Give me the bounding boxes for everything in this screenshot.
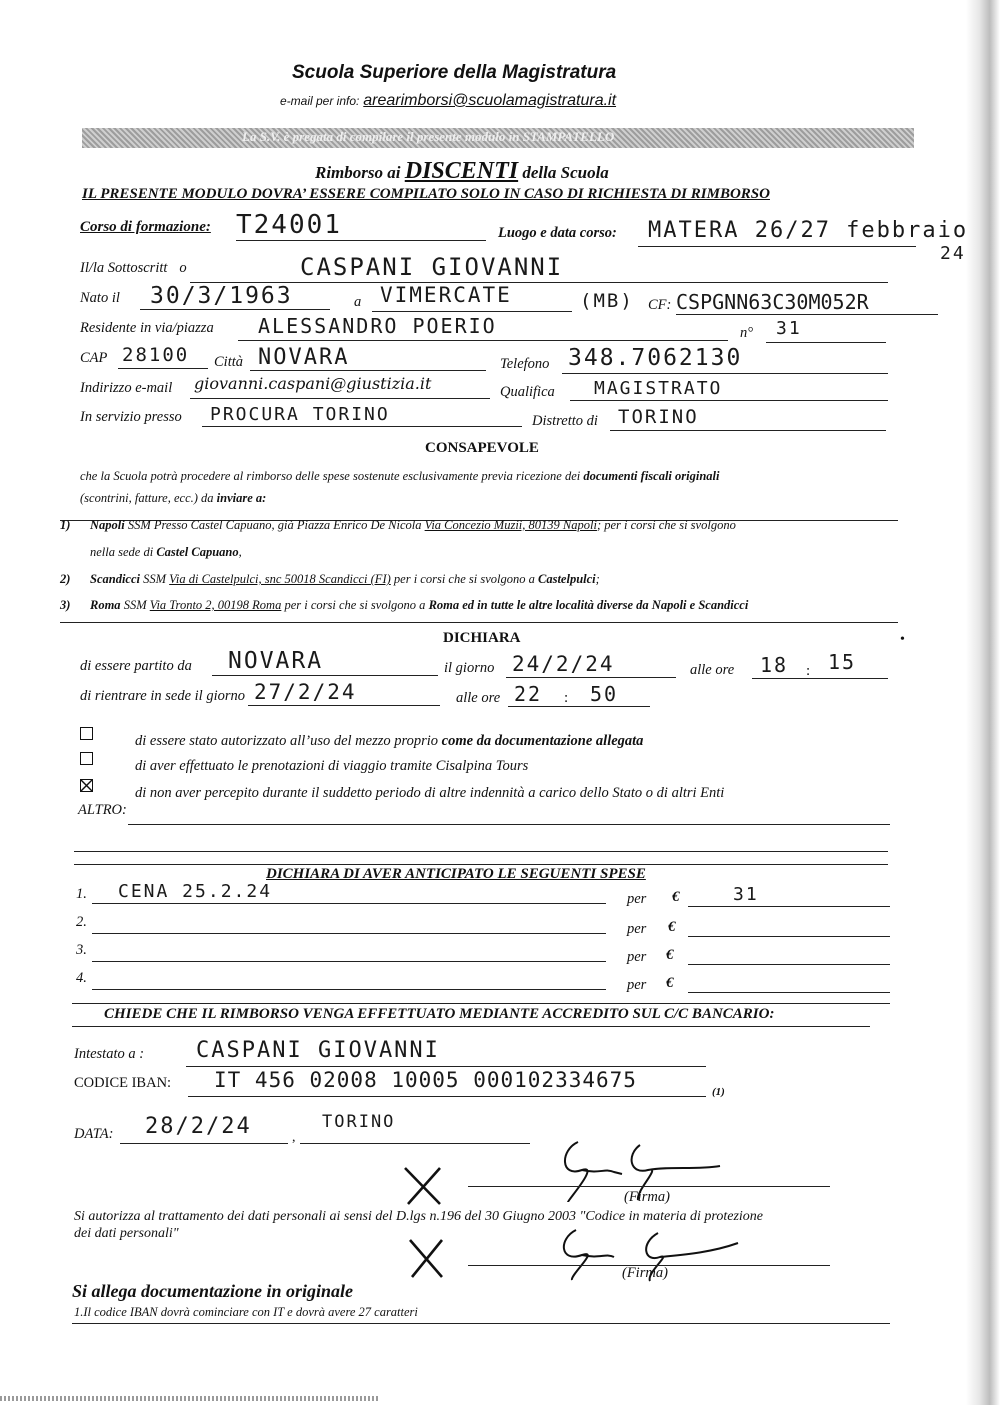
street-number-line xyxy=(766,342,886,343)
return-time-line xyxy=(508,706,650,707)
undersigned-line xyxy=(190,282,888,283)
return-time-label: alle ore xyxy=(456,690,501,706)
iban-label: CODICE IBAN: xyxy=(74,1075,172,1091)
check-mark-icon xyxy=(81,780,92,791)
checkbox-own-vehicle[interactable] xyxy=(80,727,93,740)
expense-row-3-currency: € xyxy=(666,947,674,963)
expense-row-1-per: per xyxy=(627,891,647,907)
expense-row-2-num: 2. xyxy=(76,914,87,930)
return-time-hour[interactable]: 22 xyxy=(514,682,543,706)
footer-line xyxy=(72,1323,890,1324)
tax-code-line xyxy=(676,314,938,315)
return-time-min[interactable]: 50 xyxy=(590,682,619,706)
check-cisalpina-text: di aver effettuato le prenotazioni di viaggio tramite Cisalpina Tours xyxy=(135,758,529,774)
office-line xyxy=(202,426,522,427)
holder-label: Intestato a : xyxy=(74,1046,145,1062)
cap-label: CAP xyxy=(80,350,108,366)
return-time-sep: : xyxy=(564,690,569,706)
bullet-mark: • xyxy=(900,632,905,647)
bank-heading-line xyxy=(72,1026,870,1027)
sign-place[interactable]: TORINO xyxy=(322,1112,396,1132)
street-number-label: n° xyxy=(740,325,754,341)
info-email-line xyxy=(280,92,616,110)
depart-day[interactable]: 24/2/24 xyxy=(512,652,615,676)
cf-label: CF: xyxy=(648,297,672,313)
bank-heading: CHIEDE CHE IL RIMBORSO VENGA EFFETTUATO MEDIANTE ACCREDITO SUL C/C BANCARIO: xyxy=(104,1006,775,1022)
consapevole-line1: che la Scuola potrà procedere al rimborso delle spese sostenute esclusivamente previa ricezione dei documenti fiscali originali xyxy=(80,469,720,483)
checkbox-cisalpina[interactable] xyxy=(80,752,93,765)
expense-row-4-amount-line[interactable] xyxy=(688,992,890,993)
holder-name[interactable]: CASPANI GIOVANNI xyxy=(196,1038,440,1063)
birth-place[interactable]: VIMERCATE xyxy=(380,283,512,307)
return-label: di rientrare in sede il giorno xyxy=(80,688,245,704)
form-title-pre: Rimborso ai xyxy=(315,163,401,182)
signature-1-image xyxy=(400,1130,750,1210)
course-year: 24 xyxy=(940,243,966,264)
undersigned-suffix: o xyxy=(179,260,187,276)
depart-time-hour[interactable]: 18 xyxy=(760,653,789,677)
school-title: Scuola Superiore della Magistratura xyxy=(292,62,617,83)
role-line xyxy=(570,400,888,401)
iban[interactable]: IT 456 02008 10005 000102334675 xyxy=(214,1068,637,1092)
expense-row-2-amount-line[interactable] xyxy=(688,936,890,937)
departed-from[interactable]: NOVARA xyxy=(228,648,324,674)
check-no-allowance-text: di non aver percepito durante il suddetto periodo di altre indennità a carico dello Stato o di altri Enti xyxy=(135,785,725,801)
depart-time-label: alle ore xyxy=(690,662,735,678)
email[interactable]: giovanni.caspani@giustizia.it xyxy=(194,374,432,393)
altro-label: ALTRO: xyxy=(78,802,127,818)
holder-line xyxy=(186,1066,706,1067)
course-code-line xyxy=(236,240,486,241)
expense-row-3-num: 3. xyxy=(76,942,87,958)
birth-date[interactable]: 30/3/1963 xyxy=(150,283,293,309)
departed-label: di essere partito da xyxy=(80,658,192,674)
course-label: Corso di formazione: xyxy=(80,219,211,235)
office-label: In servizio presso xyxy=(80,409,182,425)
bank-divider xyxy=(72,1003,890,1004)
expense-row-4-line[interactable] xyxy=(92,989,606,990)
undersigned-label: Il/la Sottoscritt o xyxy=(80,260,187,276)
signature-1-label: (Firma) xyxy=(624,1189,670,1205)
expense-row-3-amount-line[interactable] xyxy=(688,964,890,965)
course-place-date[interactable]: MATERA 26/27 febbraio xyxy=(648,218,969,243)
expenses-heading: DICHIARA DI AVER ANTICIPATO LE SEGUENTI SPESE xyxy=(266,866,646,882)
course-place-line xyxy=(638,246,916,247)
birth-date-line xyxy=(140,309,330,310)
expense-row-1-num: 1. xyxy=(76,886,87,902)
check-own-vehicle-text: di essere stato autorizzato all’uso del mezzo proprio come da documentazione allegata xyxy=(135,733,644,749)
date-label: DATA: xyxy=(74,1126,114,1142)
banner xyxy=(82,128,914,148)
depart-time-min[interactable]: 15 xyxy=(828,650,857,674)
expense-row-4-num: 4. xyxy=(76,970,87,986)
iban-footnote: 1.Il codice IBAN dovrà cominciare con IT e dovrà avere 27 caratteri xyxy=(74,1305,418,1319)
phone-line xyxy=(562,373,888,374)
depart-time-sep: : xyxy=(806,663,811,679)
scan-bottom-edge xyxy=(0,1396,380,1401)
cap[interactable]: 28100 xyxy=(122,344,190,366)
birth-place-line xyxy=(372,311,572,312)
scan-edge xyxy=(966,0,1000,1405)
city-label: Città xyxy=(214,354,244,370)
altro-line[interactable] xyxy=(128,824,890,825)
expense-row-1-amount-line xyxy=(688,906,890,907)
form-title xyxy=(315,158,609,185)
info-email-prefix: e-mail per info: xyxy=(280,94,360,108)
role[interactable]: MAGISTRATO xyxy=(594,378,723,399)
expense-row-4-per: per xyxy=(627,977,647,993)
iban-note: (1) xyxy=(712,1086,725,1098)
iban-line xyxy=(188,1096,706,1097)
address-item-scandicci: 2) Scandicci SSM Via di Castelpulci, snc 50018 Scandicci (FI) per i corsi che si svolgono a Castelpulci; xyxy=(60,572,600,586)
consapevole-line2: (scontrini, fatture, ecc.) da inviare a: xyxy=(80,491,267,505)
address-item-napoli-cont: nella sede di Castel Capuano, xyxy=(90,545,242,559)
date-line xyxy=(120,1143,288,1144)
address-line xyxy=(238,340,728,341)
undersigned-name[interactable]: CASPANI GIOVANNI xyxy=(300,253,564,281)
dichiara-heading: DICHIARA xyxy=(443,630,521,646)
return-day-line xyxy=(248,705,440,706)
role-label: Qualifica xyxy=(500,384,555,400)
attachments-note: Si allega documentazione in originale xyxy=(72,1281,354,1301)
phone-label: Telefono xyxy=(500,356,550,372)
expense-row-1-desc[interactable]: CENA 25.2.24 xyxy=(118,881,273,902)
tax-code[interactable]: CSPGNN63C30M052R xyxy=(676,290,869,314)
cap-line xyxy=(118,368,208,369)
street-number[interactable]: 31 xyxy=(776,318,802,339)
expense-row-1-line xyxy=(92,903,606,904)
phone[interactable]: 348.7062130 xyxy=(568,345,743,371)
departed-line xyxy=(212,675,438,676)
city[interactable]: NOVARA xyxy=(258,345,350,370)
expense-row-3-per: per xyxy=(627,949,647,965)
city-line xyxy=(250,370,486,371)
privacy-consent-cont: dei dati personali" xyxy=(74,1226,179,1241)
province[interactable]: (MB) xyxy=(580,290,634,312)
compile-notice: IL PRESENTE MODULO DOVRA’ ESSERE COMPILATO SOLO IN CASO DI RICHIESTA DI RIMBORSO xyxy=(82,186,770,202)
depart-day-label: il giorno xyxy=(444,660,495,676)
altro-line-2[interactable] xyxy=(74,851,888,852)
email-label: Indirizzo e-mail xyxy=(80,380,173,396)
expense-row-2-line[interactable] xyxy=(92,933,606,934)
date-comma: , xyxy=(292,1130,296,1145)
expense-row-1-currency: € xyxy=(672,889,680,905)
form-title-big: DISCENTI xyxy=(404,158,519,184)
return-day[interactable]: 27/2/24 xyxy=(254,680,357,704)
expense-row-1-amount[interactable]: 31 xyxy=(733,884,759,905)
signature-2-image xyxy=(400,1225,750,1285)
expense-row-3-line[interactable] xyxy=(92,961,606,962)
office[interactable]: PROCURA TORINO xyxy=(210,404,390,425)
district-label: Distretto di xyxy=(532,413,598,429)
expense-row-4-currency: € xyxy=(666,975,674,991)
sign-date[interactable]: 28/2/24 xyxy=(145,1114,252,1139)
district-line xyxy=(610,430,886,431)
expenses-divider xyxy=(74,864,888,865)
consapevole-heading: CONSAPEVOLE xyxy=(425,440,539,456)
info-email-link[interactable]: arearimborsi@scuolamagistratura.it xyxy=(363,92,617,109)
signature-1-line xyxy=(468,1186,830,1187)
course-code[interactable]: T24001 xyxy=(236,210,342,240)
dichiara-divider xyxy=(60,622,898,623)
email-line xyxy=(190,398,490,399)
address-label: Residente in via/piazza xyxy=(80,320,214,336)
expense-row-2-currency: € xyxy=(668,919,676,935)
address[interactable]: ALESSANDRO POERIO xyxy=(258,314,497,338)
address-item-napoli: 1) Napoli SSM Presso Castel Capuano, già Piazza Enrico De Nicola Via Concezio Muzii, 80139 Napoli; per i corsi che si svolgono xyxy=(60,518,736,532)
depart-time-line xyxy=(752,678,888,679)
signature-2-label: (Firma) xyxy=(622,1265,668,1281)
district[interactable]: TORINO xyxy=(618,406,699,428)
expense-row-2-per: per xyxy=(627,921,647,937)
form-title-post: della Scuola xyxy=(522,163,609,182)
banner-text: La S.V. è pregata di compilare il presente modulo in STAMPATELLO xyxy=(242,129,615,144)
privacy-consent: Si autorizza al trattamento dei dati personali ai sensi del D.lgs n.196 del 30 Giugno 2003 "Codice in materia di protezione xyxy=(74,1209,764,1224)
course-place-label: Luogo e data corso: xyxy=(498,225,617,241)
depart-day-line xyxy=(506,677,676,678)
at-label: a xyxy=(354,294,362,310)
checkbox-no-allowance[interactable] xyxy=(80,779,93,792)
address-item-roma: 3) Roma SSM Via Tronto 2, 00198 Roma per i corsi che si svolgono a Roma ed in tutte le altre località diverse da Napoli e Scandicci xyxy=(60,598,749,612)
born-label: Nato il xyxy=(80,290,120,306)
